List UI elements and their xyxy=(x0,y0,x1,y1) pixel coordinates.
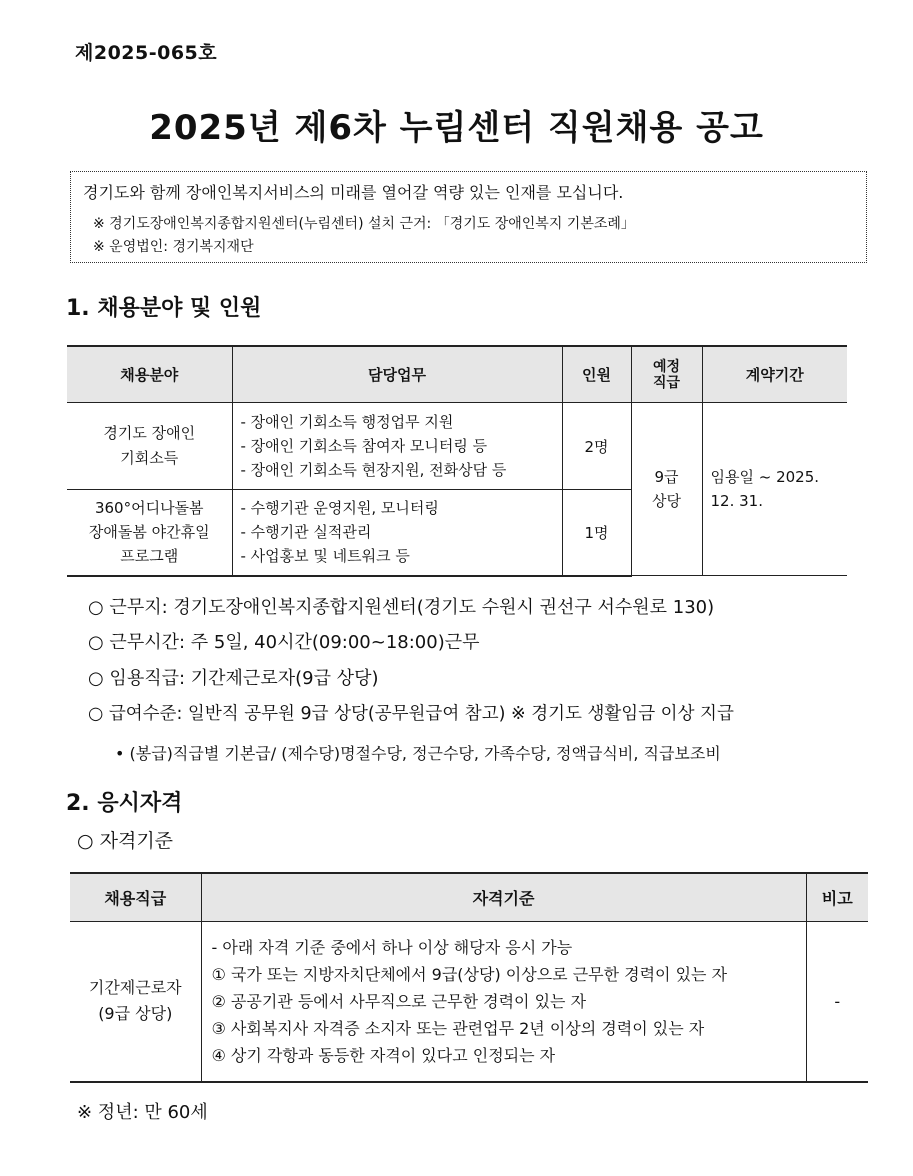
criteria-line: ① 국가 또는 지방자치단체에서 9급(상당) 이상으로 근무한 경력이 있는 자 xyxy=(211,964,728,984)
count-cell: 1명 xyxy=(562,490,631,576)
duties-cell: - 장애인 기회소득 행정업무 지원 - 장애인 기회소득 참여자 모니터링 등 - 장애인 기회소득 현장지원, 전화상담 등 xyxy=(232,403,562,490)
intro-line: 경기도와 함께 장애인복지서비스의 미래를 열어갈 역량 있는 인재를 모십니다. xyxy=(83,183,624,202)
info-hours: ○ 근무시간: 주 5일, 40시간(09:00~18:00)근무 xyxy=(88,632,480,653)
header-cell: 인원 xyxy=(562,346,631,403)
field-cell: 경기도 장애인 기회소득 xyxy=(67,403,232,490)
field-cell: 360°어디나돌봄 장애돌봄 야간휴일 프로그램 xyxy=(67,490,232,576)
period-cell: 임용일 ~ 2025. 12. 31. xyxy=(702,403,847,576)
retirement-age-note: ※ 정년: 만 60세 xyxy=(77,1102,208,1123)
header-cell: 예정직급 xyxy=(631,346,702,403)
header-cell: 채용분야 xyxy=(67,346,232,403)
page-title: 2025년 제6차 누림센터 직원채용 공고 xyxy=(149,108,764,148)
info-salary: ○ 급여수준: 일반직 공무원 9급 상당(공무원급여 참고) ※ 경기도 생활임금 이상 지급 xyxy=(88,704,734,724)
table-header-row xyxy=(70,873,868,922)
criteria-line: - 아래 자격 기준 중에서 하나 이상 해당자 응시 가능 xyxy=(211,937,573,957)
criteria-subheading: ○ 자격기준 xyxy=(77,830,174,852)
info-position: ○ 임용직급: 기간제근로자(9급 상당) xyxy=(88,668,379,689)
intro-note-basis: ※ 경기도장애인복지종합지원센터(누림센터) 설치 근거: 「경기도 장애인복지 기본조례」 xyxy=(93,216,635,232)
duties-cell: - 수행기관 운영지원, 모니터링 - 수행기관 실적관리 - 사업홍보 및 네트워크 등 xyxy=(232,490,562,576)
section1-heading: 1. 채용분야 및 인원 xyxy=(66,296,262,321)
header-cell: 계약기간 xyxy=(702,346,847,403)
criteria-line: ③ 사회복지사 자격증 소지자 또는 관련업무 2년 이상의 경력이 있는 자 xyxy=(211,1018,705,1038)
intro-note-operator: ※ 운영법인: 경기복지재단 xyxy=(93,239,254,255)
table-row xyxy=(67,403,847,490)
table-header-row xyxy=(67,346,847,403)
intro-box xyxy=(70,171,867,263)
info-workplace: ○ 근무지: 경기도장애인복지종합지원센터(경기도 수원시 권선구 서수원로 130) xyxy=(88,597,715,618)
document-number: 제2025-065호 xyxy=(75,42,218,64)
criteria-line: ④ 상기 각항과 동등한 자격이 있다고 인정되는 자 xyxy=(211,1045,556,1065)
header-cell: 채용직급 xyxy=(70,873,201,922)
grade-cell: 9급 상당 xyxy=(631,403,702,576)
note-cell: - xyxy=(806,922,868,1082)
count-cell: 2명 xyxy=(562,403,631,490)
qualification-table xyxy=(70,872,868,1083)
header-cell: 비고 xyxy=(806,873,868,922)
section2-heading: 2. 응시자격 xyxy=(66,791,183,816)
pay-detail: • (봉급)직급별 기본급/ (제수당)명절수당, 정근수당, 가족수당, 정액급식비, 직급보조비 xyxy=(115,744,721,763)
grade-cell: 기간제근로자 (9급 상당) xyxy=(70,922,201,1082)
header-cell: 담당업무 xyxy=(232,346,562,403)
header-cell: 자격기준 xyxy=(201,873,806,922)
criteria-line: ② 공공기관 등에서 사무직으로 근무한 경력이 있는 자 xyxy=(211,991,587,1011)
recruitment-table xyxy=(67,345,847,577)
table-row xyxy=(70,922,868,1082)
criteria-cell xyxy=(201,922,806,1082)
